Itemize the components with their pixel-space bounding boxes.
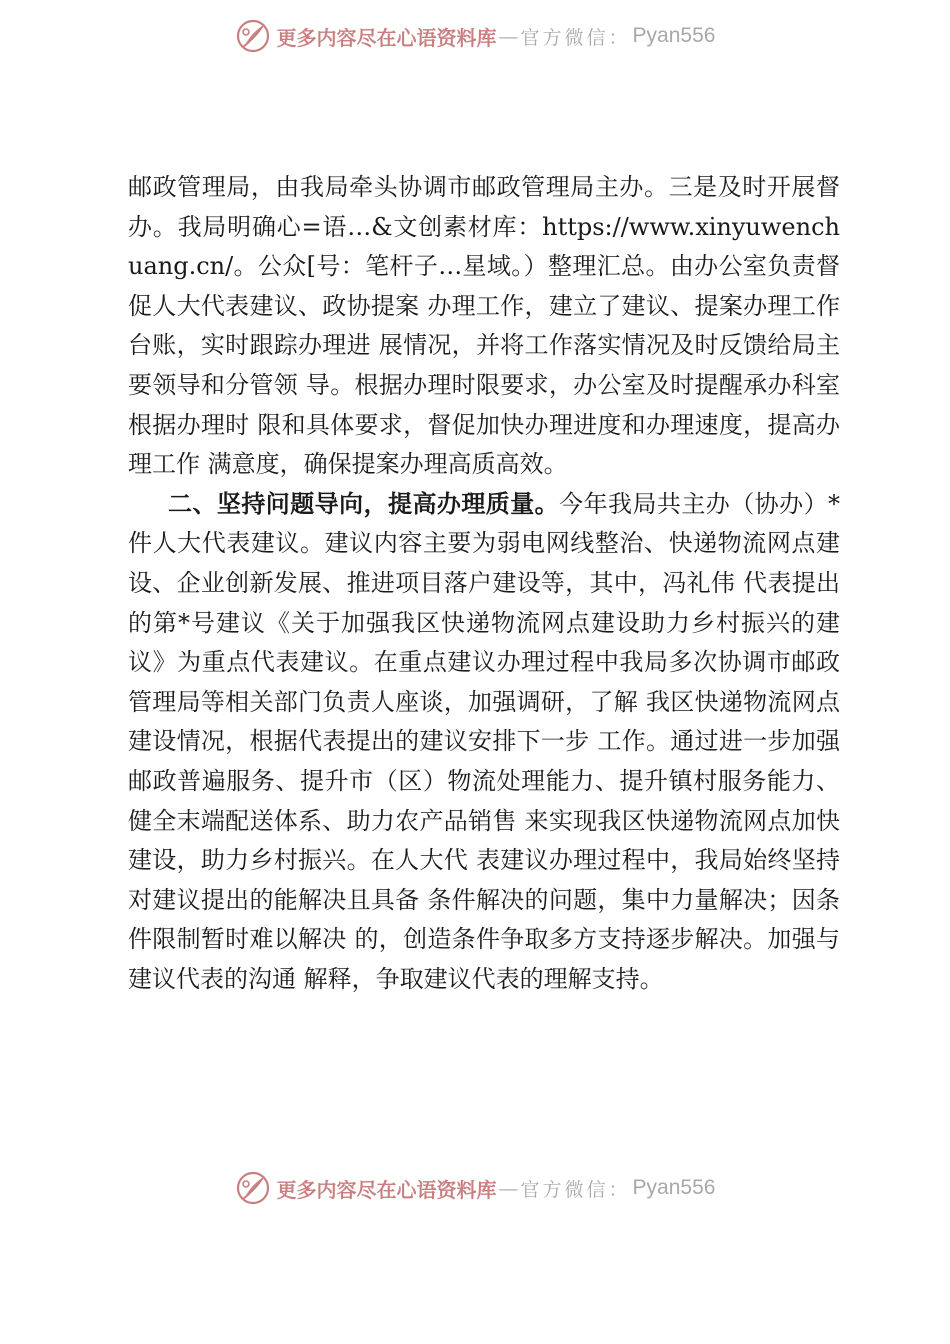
quill-logo-icon bbox=[235, 1170, 271, 1206]
footer-watermark bbox=[0, 1166, 950, 1210]
watermark-brand: 更多内容尽在心语资料库 bbox=[276, 1177, 497, 1202]
watermark-brand: 更多内容尽在心语资料库 bbox=[276, 25, 497, 50]
watermark-wechat-id: Pyan556 bbox=[632, 24, 716, 47]
section-heading: 二、坚持问题导向，提高办理质量。 bbox=[168, 489, 560, 518]
paragraph-1: 邮政管理局，由我局牵头协调市邮政管理局主办。三是及时开展督办。我局明确心=语…&文创素材库：https://www.xinyuwenchuang.cn/。公众[号：笔杆子…星域。）整理汇总。由办公室负责督促人大代表建议、政协提案 办理工作，建立了建议、提案办理工作台账，实时跟踪办理进 展情况，并将工作落实情况及时反馈给局主要领导和分管领 导。根据办理时限要求，办公室及时提醒承办科室根据办理时 限和具体要求，督促加快办理进度和办理速度，提高办理工作 满意度，确保提案办理高质高效。 bbox=[128, 173, 840, 479]
paragraph-2 bbox=[128, 485, 840, 1000]
quill-logo-icon bbox=[235, 18, 271, 54]
watermark-wechat-label: 官方微信： bbox=[520, 26, 631, 49]
watermark-dash: — bbox=[498, 24, 519, 48]
watermark-wechat-label: 官方微信： bbox=[520, 1178, 631, 1201]
watermark-wechat-id: Pyan556 bbox=[632, 1176, 716, 1199]
document-body bbox=[128, 168, 840, 999]
paragraph-2-text: 今年我局共主办（协办）*件人大代表建议。建议内容主要为弱电网线整治、快递物流网点建设、企业创新发展、推进项目落户建设等，其中，冯礼伟 代表提出的第*号建议《关于加强我区快递物流网点建设助力乡村振兴的建议》为重点代表建议。在重点建议办理过程中我局多次协调市邮政管理局等相关部门负责人座谈，加强调研，了解 我区快递物流网点建设情况，根据代表提出的建议安排下一步 工作。通过进一步加强邮政普遍服务、提升市（区）物流处理能力、提升镇村服务能力、健全末端配送体系、助力农产品销售 来实现我区快递物流网点加快建设，助力乡村振兴。在人大代 表建议办理过程中，我局始终坚持对建议提出的能解决且具备 条件解决的问题，集中力量解决；因条件限制暂时难以解决 的，创造条件争取多方支持逐步解决。加强与建议代表的沟通 解释，争取建议代表的理解支持。 bbox=[128, 489, 841, 993]
watermark-dash: — bbox=[498, 1176, 519, 1200]
header-watermark bbox=[0, 14, 950, 58]
